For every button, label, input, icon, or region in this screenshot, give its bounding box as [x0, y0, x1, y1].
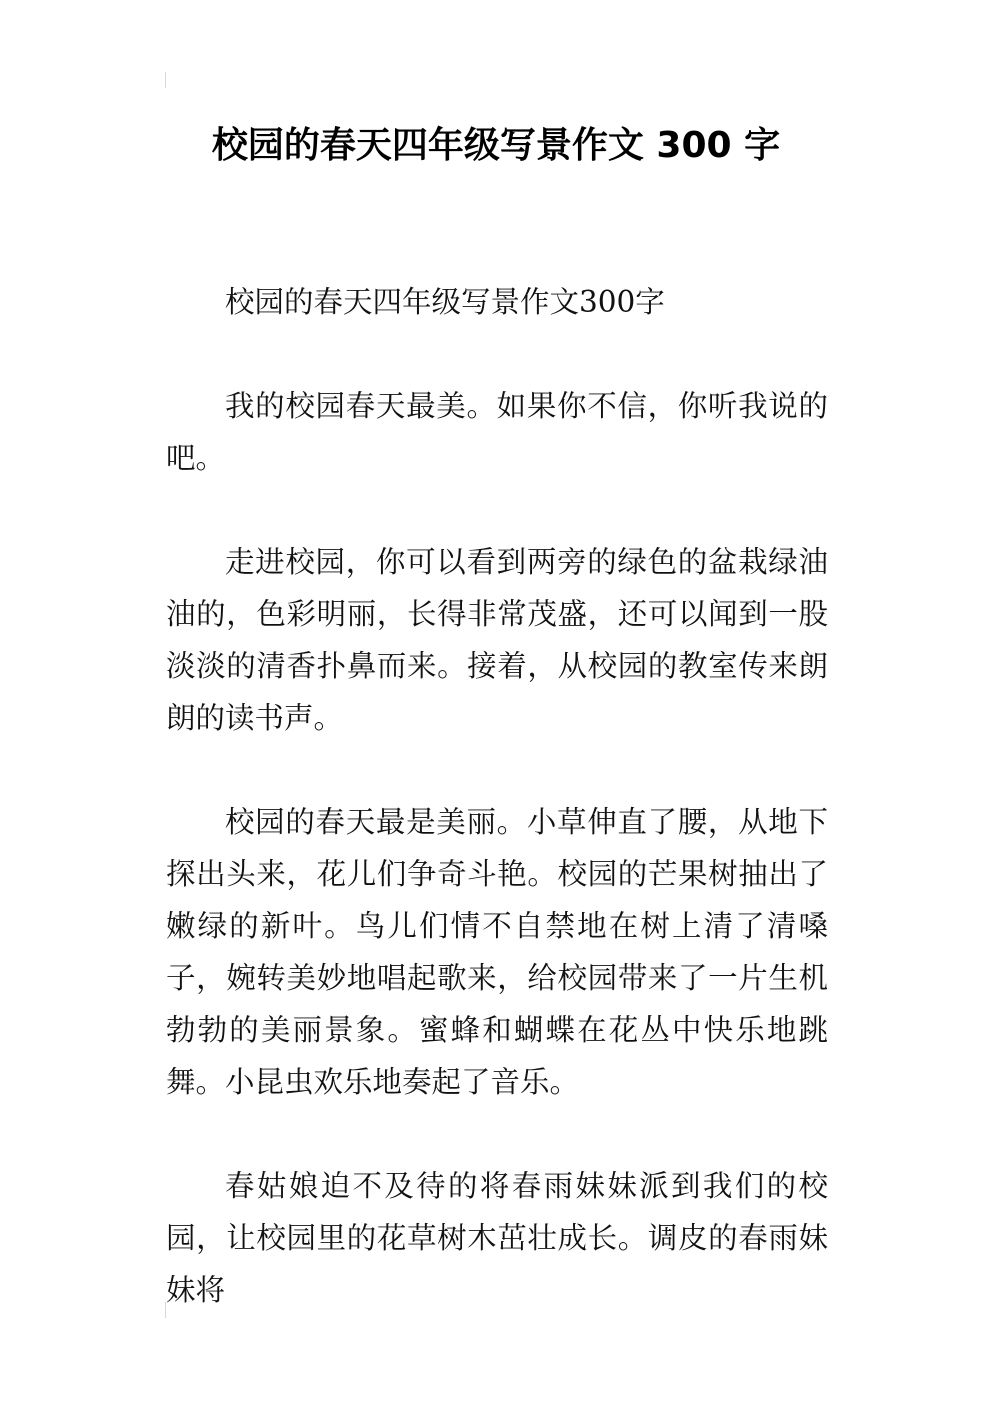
paragraph-4: 春姑娘迫不及待的将春雨妹妹派到我们的校园，让校园里的花草树木茁壮成长。调皮的春雨妹妹将	[166, 1169, 828, 1307]
body-subtitle: 校园的春天四年级写景作文300字	[225, 285, 665, 319]
document-title: 校园的春天四年级写景作文 300 字	[211, 125, 781, 166]
paragraph-2: 走进校园，你可以看到两旁的绿色的盆栽绿油油的，色彩明丽，长得非常茂盛，还可以闻到一股淡淡的清香扑鼻而来。接着，从校园的教室传来朗朗的读书声。	[166, 545, 828, 735]
paragraph-3: 校园的春天最是美丽。小草伸直了腰，从地下探出头来，花儿们争奇斗艳。校园的芒果树抽出了嫩绿的新叶。鸟儿们情不自禁地在树上清了清嗓子，婉转美妙地唱起歌来，给校园带来了一片生机勃勃的美丽景象。蜜蜂和蝴蝶在花丛中快乐地跳舞。小昆虫欢乐地奏起了音乐。	[166, 805, 828, 1099]
paragraph-1: 我的校园春天最美。如果你不信，你听我说的吧。	[166, 389, 828, 475]
document-body	[166, 276, 828, 1368]
page-margin-mark-bottom	[165, 1302, 166, 1318]
page-margin-mark-top	[165, 72, 166, 88]
